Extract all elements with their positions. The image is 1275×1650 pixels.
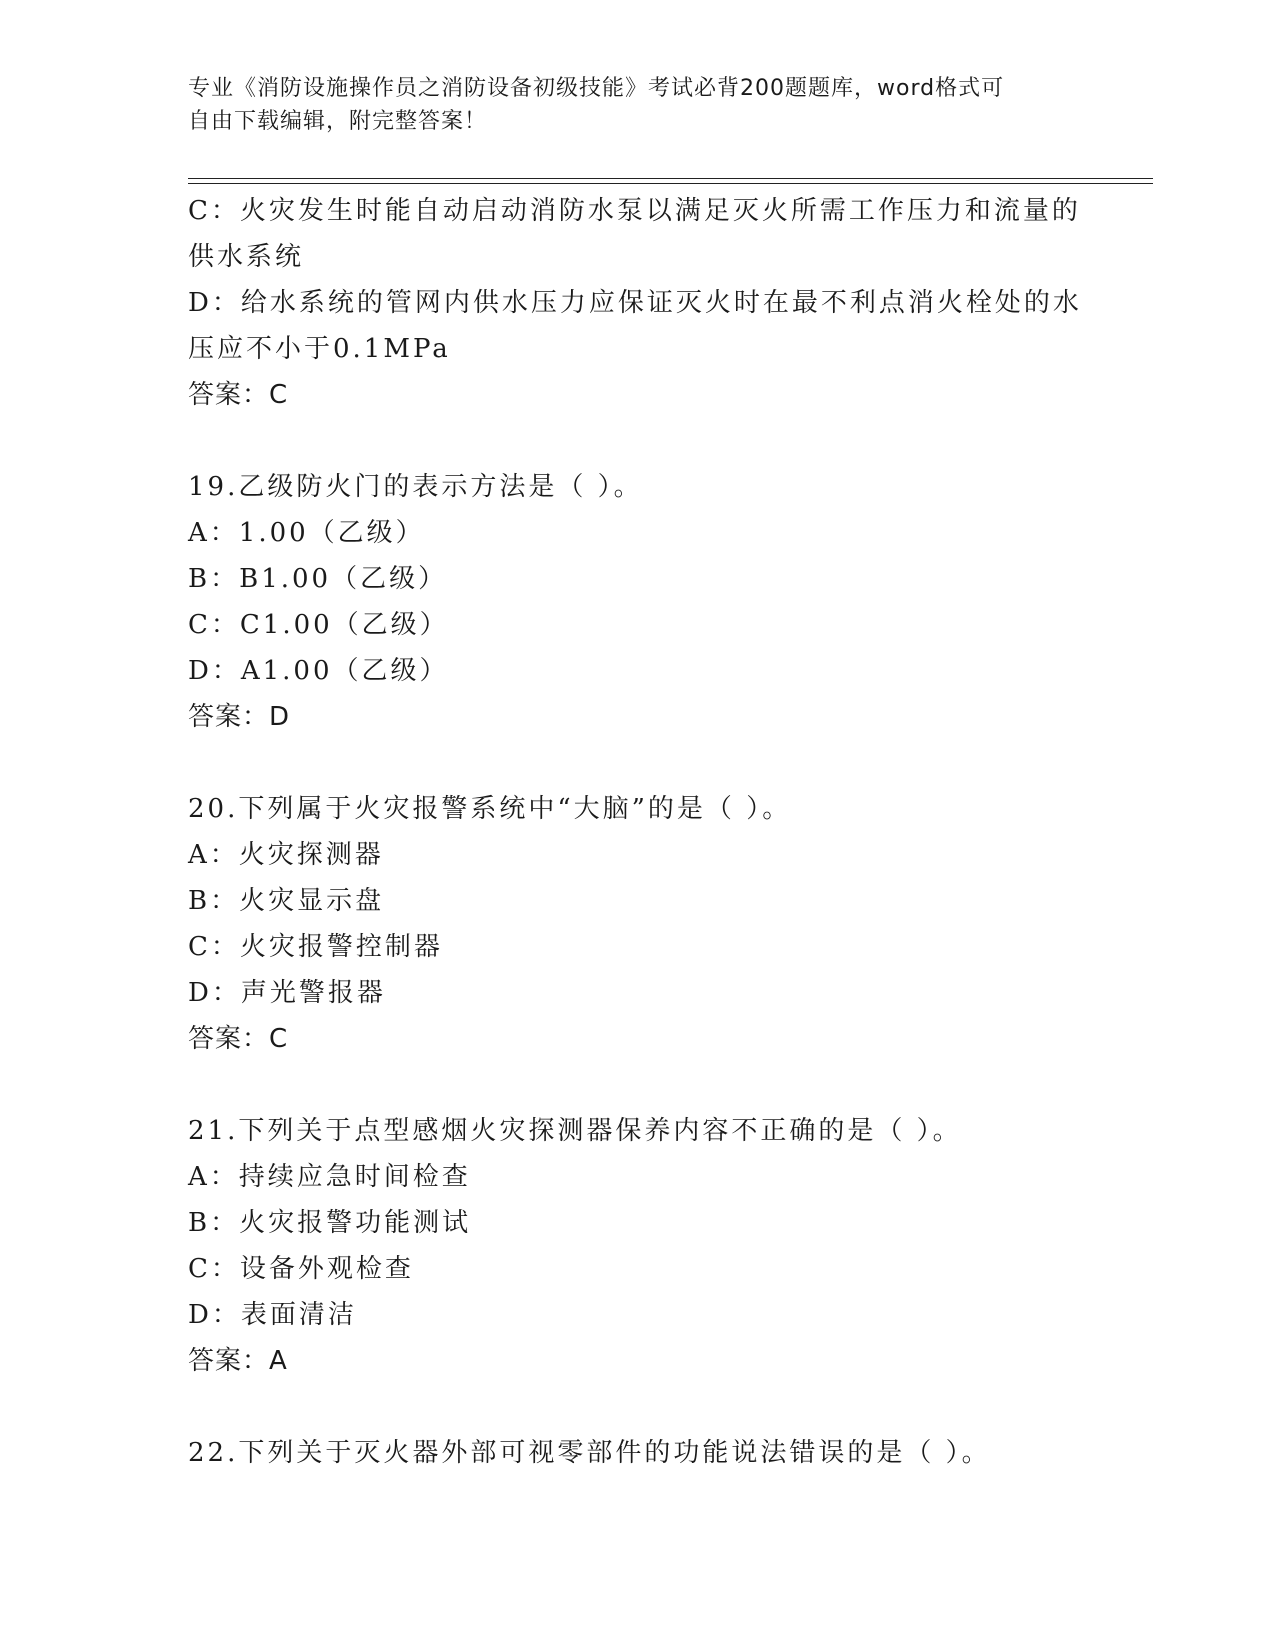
option-b: B：火灾报警功能测试: [188, 1208, 472, 1238]
spacer: [188, 1062, 1088, 1108]
document-header: [188, 72, 1088, 138]
option-c: C：设备外观检查: [188, 1254, 414, 1284]
option-c: C：C1.00（乙级）: [188, 610, 449, 640]
answer-line: 答案：C: [188, 380, 289, 410]
question-20: [188, 786, 1088, 1062]
question-22: [188, 1430, 1088, 1476]
option-a: A：持续应急时间检查: [188, 1162, 471, 1192]
header-line-1: 专业《消防设施操作员之消防设备初级技能》考试必背200题题库，word格式可: [188, 76, 1005, 101]
option-d-continued: 压应不小于0.1MPa: [188, 334, 451, 364]
option-a: A：1.00（乙级）: [188, 518, 425, 548]
question-19: [188, 464, 1088, 740]
question-stem: 21.下列关于点型感烟火灾探测器保养内容不正确的是（ ）。: [188, 1116, 962, 1146]
spacer: [188, 740, 1088, 786]
option-d: D：声光警报器: [188, 978, 386, 1008]
spacer: [188, 1384, 1088, 1430]
question-21: [188, 1108, 1088, 1384]
option-b: B：B1.00（乙级）: [188, 564, 448, 594]
question-stem: 19.乙级防火门的表示方法是（ ）。: [188, 472, 643, 502]
option-d: D：给水系统的管网内供水压力应保证灭火时在最不利点消火栓处的水: [188, 288, 1082, 318]
option-d: D：A1.00（乙级）: [188, 656, 449, 686]
question-stem: 22.下列关于灭火器外部可视零部件的功能说法错误的是（ ）。: [188, 1438, 991, 1468]
header-line-2: 自由下载编辑，附完整答案！: [188, 109, 488, 134]
spacer: [188, 418, 1088, 464]
question-stem: 20.下列属于火灾报警系统中“大脑”的是（ ）。: [188, 794, 792, 824]
header-divider-top: [188, 178, 1153, 179]
option-d: D：表面清洁: [188, 1300, 357, 1330]
question-content: [188, 188, 1088, 1476]
option-a: A：火灾探测器: [188, 840, 384, 870]
option-c-continued: 供水系统: [188, 242, 305, 272]
answer-line: 答案：D: [188, 702, 291, 732]
header-divider-bottom: [188, 183, 1153, 184]
option-c: C：火灾报警控制器: [188, 932, 443, 962]
option-b: B：火灾显示盘: [188, 886, 385, 916]
option-c: C：火灾发生时能自动启动消防水泵以满足灭火所需工作压力和流量的: [188, 196, 1081, 226]
answer-line: 答案：C: [188, 1024, 289, 1054]
previous-question-tail: [188, 188, 1088, 418]
answer-line: 答案：A: [188, 1346, 288, 1376]
